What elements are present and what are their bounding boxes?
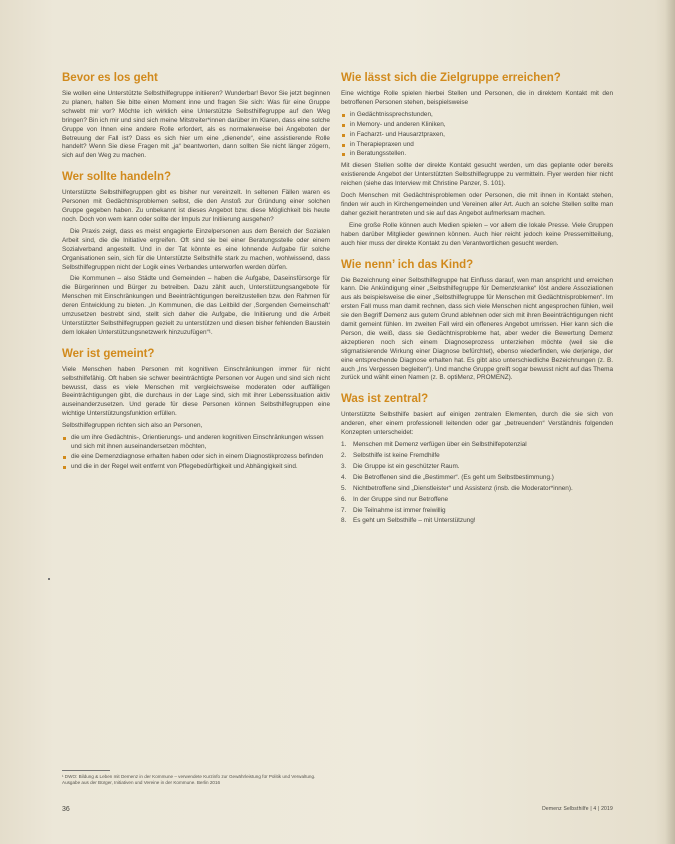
paragraph: Doch Menschen mit Gedächtnisproblemen oder Personen, die mit ihnen in Kontakt stehen, finden wir auch in Kirchengemeinden und Vereinen aller Art. Auch an solche Stellen sollte man daher gezielt herantreten und sie auf das Angebot aufmerksam machen. [341, 192, 613, 217]
item-number: 8. [341, 517, 347, 525]
section-wer-sollte-handeln [62, 171, 330, 338]
bullet-list [62, 434, 330, 472]
list-item: in Memory- und anderen Kliniken, [341, 121, 613, 130]
paragraph: Eine große Rolle können auch Medien spielen – vor allem die lokale Presse. Viele Gruppen haben darüber Mitglieder gewinnen können. Auch hier reicht jedoch keine Pressemitteilung, auch hier muss der direkte Kontakt zu den Verantwortlichen gesucht werden. [341, 221, 613, 247]
footnote [62, 770, 330, 786]
item-text: Die Betroffenen sind die „Bestimmer“. (Es geht um Selbstbestimmung.) [353, 473, 554, 481]
page-gutter-shadow [665, 0, 675, 844]
section-heading: Wie lässt sich die Zielgruppe erreichen? [341, 72, 561, 84]
item-text: In der Gruppe sind nur Betroffene [353, 495, 449, 503]
list-item: in Facharzt- und Hausarztpraxen, [341, 131, 613, 140]
list-item [341, 507, 613, 516]
list-item: in Therapiepraxen und [341, 141, 613, 150]
section-heading: Bevor es los geht [62, 72, 158, 84]
item-text: Die Gruppe ist ein geschützter Raum. [353, 462, 460, 470]
section-heading: Was ist zentral? [341, 393, 429, 406]
item-number: 4. [341, 473, 347, 481]
paragraph: Selbsthilfegruppen richten sich also an Personen, [62, 422, 203, 430]
paragraph: Viele Menschen haben Personen mit kognitiven Einschränkungen immer für nicht selbsthilfefähig. Oft haben sie schwer beeinträchtigte Personen vor Augen und sind sich nicht bewusst, dass es viele Menschen mit vergleichsweise moderaten oder auffälligen Beeinträchtigungen gibt, die durchaus in der Lage sind, sich mit ihrer Lebenssituation aktiv auseinanderzusetzen. Und gerade für diese Personen können Selbsthilfegruppen eine wichtige Unterstützungsfunktion erfüllen. [62, 365, 330, 418]
page-number: 36 [62, 806, 70, 813]
paragraph: Die Kommunen – also Städte und Gemeinden – haben die Aufgabe, Daseinsfürsorge für die Bürgerinnen und Bürger zu betreiben. Dazu zählt auch, Unterstützungsangebote für Menschen mit Einschränkungen und Beeinträchtigungen bereitzustellen bzw. den Rahmen für deren Entwicklung zu bieten. „In Kommunen, die das Leitbild der ‚Sorgenden Gemeinschaft‘ umzusetzen bestrebt sind, stellt sich daher die Aufgabe, die Initiierung und die Arbeit Unterstützter Selbsthilfegruppen gezielt zu unterstützen und diesen bisher fehlenden Baustein dem lokalen Unterstützungsnetzwerk hinzuzufügen“¹. [62, 275, 330, 336]
left-column [62, 72, 330, 482]
footnote-rule [62, 770, 110, 771]
item-text: Es geht um Selbsthilfe – mit Unterstützung! [353, 517, 476, 525]
list-item: die eine Demenzdiagnose erhalten haben oder sich in einem Diagnostikprozess befinden [62, 453, 330, 462]
list-item [341, 441, 613, 450]
item-text: Nichtbetroffene sind „Dienstleister“ und Assistenz (insb. die Moderator*innen). [353, 484, 573, 492]
section-wie-nenn-ich-das-kind [341, 259, 613, 384]
list-item [341, 496, 613, 505]
list-item: und die in der Regel weit entfernt von Pflegebedürftigkeit und Abhängigkeit sind. [62, 463, 330, 472]
section-wer-ist-gemeint [62, 348, 330, 472]
list-item [341, 474, 613, 483]
item-text: Menschen mit Demenz verfügen über ein Selbsthilfepotenzial [353, 441, 527, 449]
paragraph: Unterstützte Selbsthilfegruppen gibt es bisher nur vereinzelt. In seltenen Fällen waren es Personen mit Gedächtnisproblemen selbst, die den Anstoß zur Gründung einer solchen Gruppe gegeben haben. Zu unbekannt ist dieses Angebot bzw. diese Möglichkeit bis heute noch. Doch von wem kann oder sollte der Impuls zur Initiierung ausgehen? [62, 189, 330, 223]
item-number: 3. [341, 462, 347, 470]
item-number: 6. [341, 495, 347, 503]
margin-mark [48, 578, 50, 580]
list-item [341, 485, 613, 494]
list-item [341, 517, 613, 526]
item-number: 2. [341, 452, 347, 459]
bullet-list [341, 111, 613, 160]
list-item: in Gedächtnissprechstunden, [341, 111, 613, 120]
paragraph: Die Praxis zeigt, dass es meist engagierte Einzelpersonen aus dem Bereich der Sozialen Arbeit sind, die die Initiative ergreifen. Oft sind sie bei einer Beratungsstelle oder einem Sozialverband angestellt. Und in der Tat könnte es eine lohnende Aufgabe für solche Organisationen sein, sich für die Unterstützte Selbsthilfe stark zu machen, wohlwissend, dass Selbsthilfegruppen nicht der Logik eines Verbandes unterworfen werden dürfen. [62, 227, 330, 271]
running-footer: Demenz Selbsthilfe | 4 | 2019 [542, 806, 613, 812]
item-text: Die Teilnahme ist immer freiwillig [353, 506, 446, 514]
section-heading: Wer sollte handeln? [62, 171, 172, 184]
list-item: die um ihre Gedächtnis-, Orientierungs- und anderen kognitiven Einschränkungen wissen und sich mit ihnen auseinandersetzen möchten, [62, 434, 330, 452]
section-zielgruppe-erreichen [341, 72, 613, 249]
list-item: in Beratungsstellen. [341, 150, 613, 159]
list-item [341, 452, 613, 461]
section-heading: Wer ist gemeint? [62, 347, 155, 360]
list-item [341, 463, 613, 472]
paragraph: Unterstützte Selbsthilfe basiert auf einigen zentralen Elementen, durch die sie sich von anderen, eher einem professionell leitenden oder gar „betreuenden“ Verständnis folgenden Konzepten unterscheidet: [341, 411, 613, 437]
right-column [341, 72, 613, 536]
item-number: 7. [341, 506, 347, 514]
paragraph: Mit diesen Stellen sollte der direkte Kontakt gesucht werden, um das geplante oder bereits existierende Angebot der Unterstützten Selbsthilfegruppe zu vermitteln. Flyer werden hier nicht reichen (siehe das Interview mit Christine Panzer, S. 101). [341, 162, 613, 188]
numbered-list [341, 441, 613, 526]
section-heading: Wie nenn’ ich das Kind? [341, 258, 474, 271]
footnote-text: ¹ DWO: Bildung & Leben mit Demenz in der Kommune – verwendete Kurzinfo zur Gewährleistung für Politik und Verwaltung. Ausgabe aus der Bürger, Initiativen und Vereine in der Kommune. Berlin 2016 [62, 774, 316, 785]
paragraph: Sie wollen eine Unterstützte Selbsthilfegruppe initiieren? Wunderbar! Bevor Sie jetzt beginnen zu planen, halten Sie bitte einen Moment inne und fragen Sie sich: Was für eine Gruppe schwebt mir vor? Möchte ich wirklich eine Unterstützte Selbsthilfegruppe auf den Weg bringen? Bin ich mir und sind sich meine Mitstreiter*innen darüber im Klaren, dass eine solche Gruppe von Ihnen eine andere Rolle erfordert, als es normalerweise bei Angeboten der Betreuung der Fall ist? Dass es sich hier um eine „dienende“, eine assistierende Rolle handelt? Wenn Sie diese Fragen mit „ja“ beantworten, dann sollten Sie nicht länger zögern, sich auf den Weg zu machen. [62, 90, 330, 160]
paragraph: Eine wichtige Rolle spielen hierbei Stellen und Personen, die in direktem Kontakt mit den betroffenen Personen stehen, beispielsweise [341, 90, 613, 106]
paragraph: Die Bezeichnung einer Selbsthilfegruppe hat Einfluss darauf, wen man anspricht und erreichen kann. Die Ankündigung einer „Selbsthilfegruppe für Demenzkranke“ löst andere Assoziationen aus als beispielsweise die einer „Selbsthilfegruppe für Menschen mit Gedächtnisproblemen“. Im ersten Fall muss man damit rechnen, dass sich viele Menschen nicht angesprochen fühlen, weil sie den Begriff Demenz aus gutem Grund ablehnen oder sich mit ihren Beeinträchtigungen nicht damit gemeint fühlen. Im zweiten Fall wird ein offeneres Angebot umrissen. Hier kann sich die Person, die weiß, dass sie Gedächtnisprobleme hat, aber weder die Bewertung Demenz akzeptieren noch sich einem Diagnoseprozess unterziehen möchte (weil sie die stigmatisierende Wirkung einer Diagnose befürchtet), ebenso wiederfinden, wie derjenige, der eine entsprechende Diagnose erhalten hat. Es gibt also unterschiedliche Bezeichnungen (z. B. auch „Ins Vergessen begleiten“). Und manche Gruppe greift sogar bewusst nicht auf das Thema zurück und wählt einen Namen (z. B. optiMenz, PROMENZ). [341, 276, 613, 382]
item-number: 1. [341, 441, 347, 449]
section-bevor-es-los-geht [62, 72, 330, 161]
section-was-ist-zentral [341, 393, 613, 526]
item-text: Selbsthilfe ist keine Fremdhilfe [353, 452, 440, 459]
item-number: 5. [341, 484, 347, 492]
